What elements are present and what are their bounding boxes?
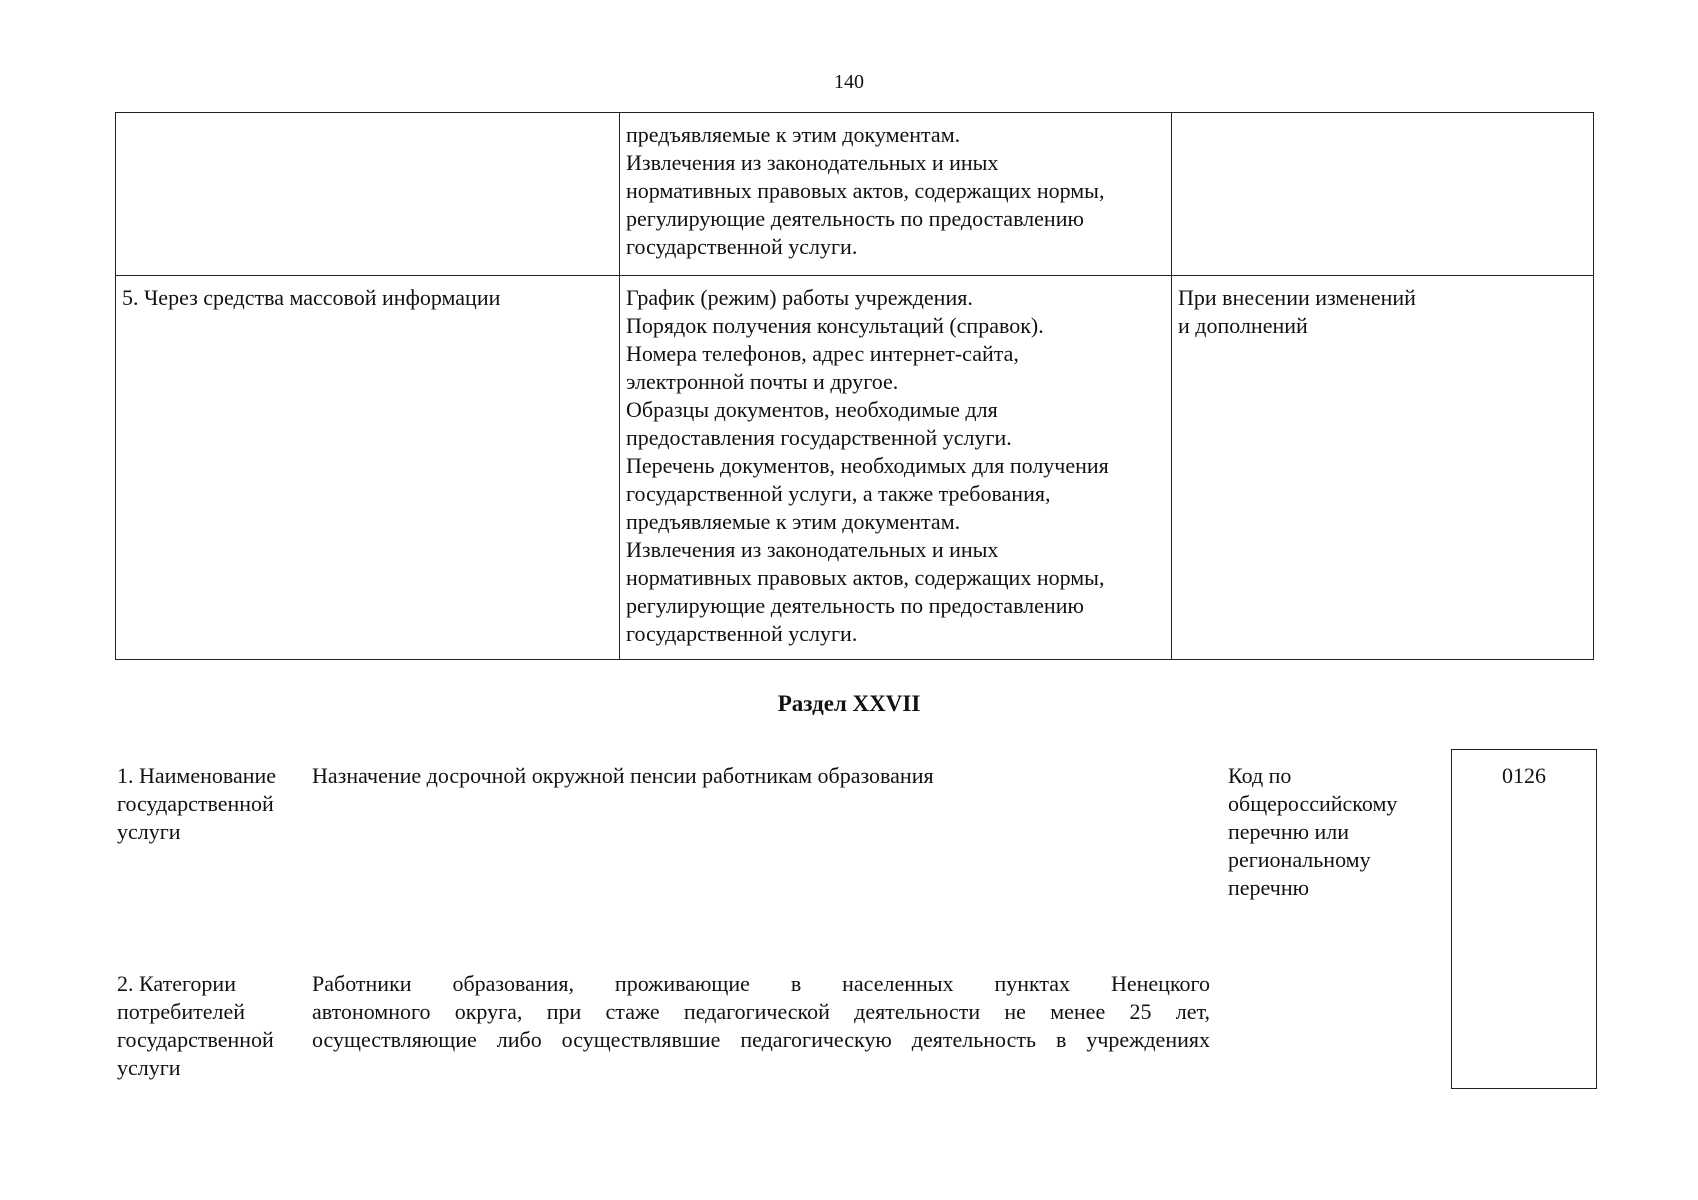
- table-cell-frequency: [1172, 113, 1594, 276]
- text-line: Номера телефонов, адрес интернет-сайта,: [626, 341, 1019, 366]
- table-row: [116, 276, 1594, 660]
- text-line: предоставления государственной услуги.: [626, 425, 1012, 450]
- text-line: При внесении изменений: [1178, 285, 1416, 310]
- code-label: [1228, 762, 1428, 902]
- text-line: услуги: [117, 1055, 181, 1080]
- text-line: 1. Наименование: [117, 763, 277, 788]
- text-line: предъявляемые к этим документам.: [626, 509, 961, 534]
- text-line: регулирующие деятельность по предоставлению: [626, 206, 1084, 231]
- table-cell-content: [620, 113, 1172, 276]
- text-line: государственной услуги, а также требования,: [626, 481, 1051, 506]
- table-cell-content: [620, 276, 1172, 660]
- text-line: нормативных правовых актов, содержащих нормы,: [626, 178, 1105, 203]
- text-line: перечню: [1228, 875, 1310, 900]
- text-line: государственной услуги.: [626, 234, 858, 259]
- text-line: Извлечения из законодательных и иных: [626, 537, 999, 562]
- text-line: электронной почты и другое.: [626, 369, 899, 394]
- text-line: График (режим) работы учреждения.: [626, 285, 973, 310]
- page-number: 140: [834, 71, 864, 93]
- service-name-value: Назначение досрочной окружной пенсии работникам образования: [312, 763, 934, 788]
- table-cell-channel: [116, 113, 620, 276]
- text-line: и дополнений: [1178, 313, 1308, 338]
- text-line: Код по: [1228, 763, 1292, 788]
- text-line: Порядок получения консультаций (справок).: [626, 313, 1044, 338]
- text-line: осуществляющие либо осуществлявшие педагогическую деятельность в учреждениях: [312, 1027, 1210, 1052]
- text-line: государственной услуги.: [626, 621, 858, 646]
- text-line: Перечень документов, необходимых для получения: [626, 453, 1109, 478]
- code-box: [1451, 749, 1597, 1089]
- text-line: регулирующие деятельность по предоставлению: [626, 593, 1084, 618]
- code-value: 0126: [1502, 763, 1546, 788]
- text-line: перечню или: [1228, 819, 1350, 844]
- consumers-label: [117, 970, 297, 1082]
- text-line: потребителей: [117, 999, 245, 1024]
- text-line: региональному: [1228, 847, 1371, 872]
- consumers-value: [312, 970, 1210, 1054]
- text-line: нормативных правовых актов, содержащих нормы,: [626, 565, 1105, 590]
- text-line: 2. Категории: [117, 971, 236, 996]
- table-cell-channel: [116, 276, 620, 660]
- table-row: [116, 113, 1594, 276]
- section-title: Раздел XXVII: [777, 691, 921, 716]
- text-line: Работники образования, проживающие в населенных пунктах Ненецкого: [312, 971, 1210, 996]
- text-line: автономного округа, при стаже педагогической деятельности не менее 25 лет,: [312, 999, 1210, 1024]
- text-line: государственной: [117, 791, 274, 816]
- text-line: 5. Через средства массовой информации: [122, 285, 501, 310]
- text-line: Образцы документов, необходимые для: [626, 397, 998, 422]
- text-line: государственной: [117, 1027, 274, 1052]
- info-table: [115, 112, 1594, 660]
- text-line: общероссийскому: [1228, 791, 1398, 816]
- table-cell-frequency: [1172, 276, 1594, 660]
- service-name-label: [117, 762, 297, 846]
- text-line: Извлечения из законодательных и иных: [626, 150, 999, 175]
- text-line: предъявляемые к этим документам.: [626, 122, 961, 147]
- text-line: услуги: [117, 819, 181, 844]
